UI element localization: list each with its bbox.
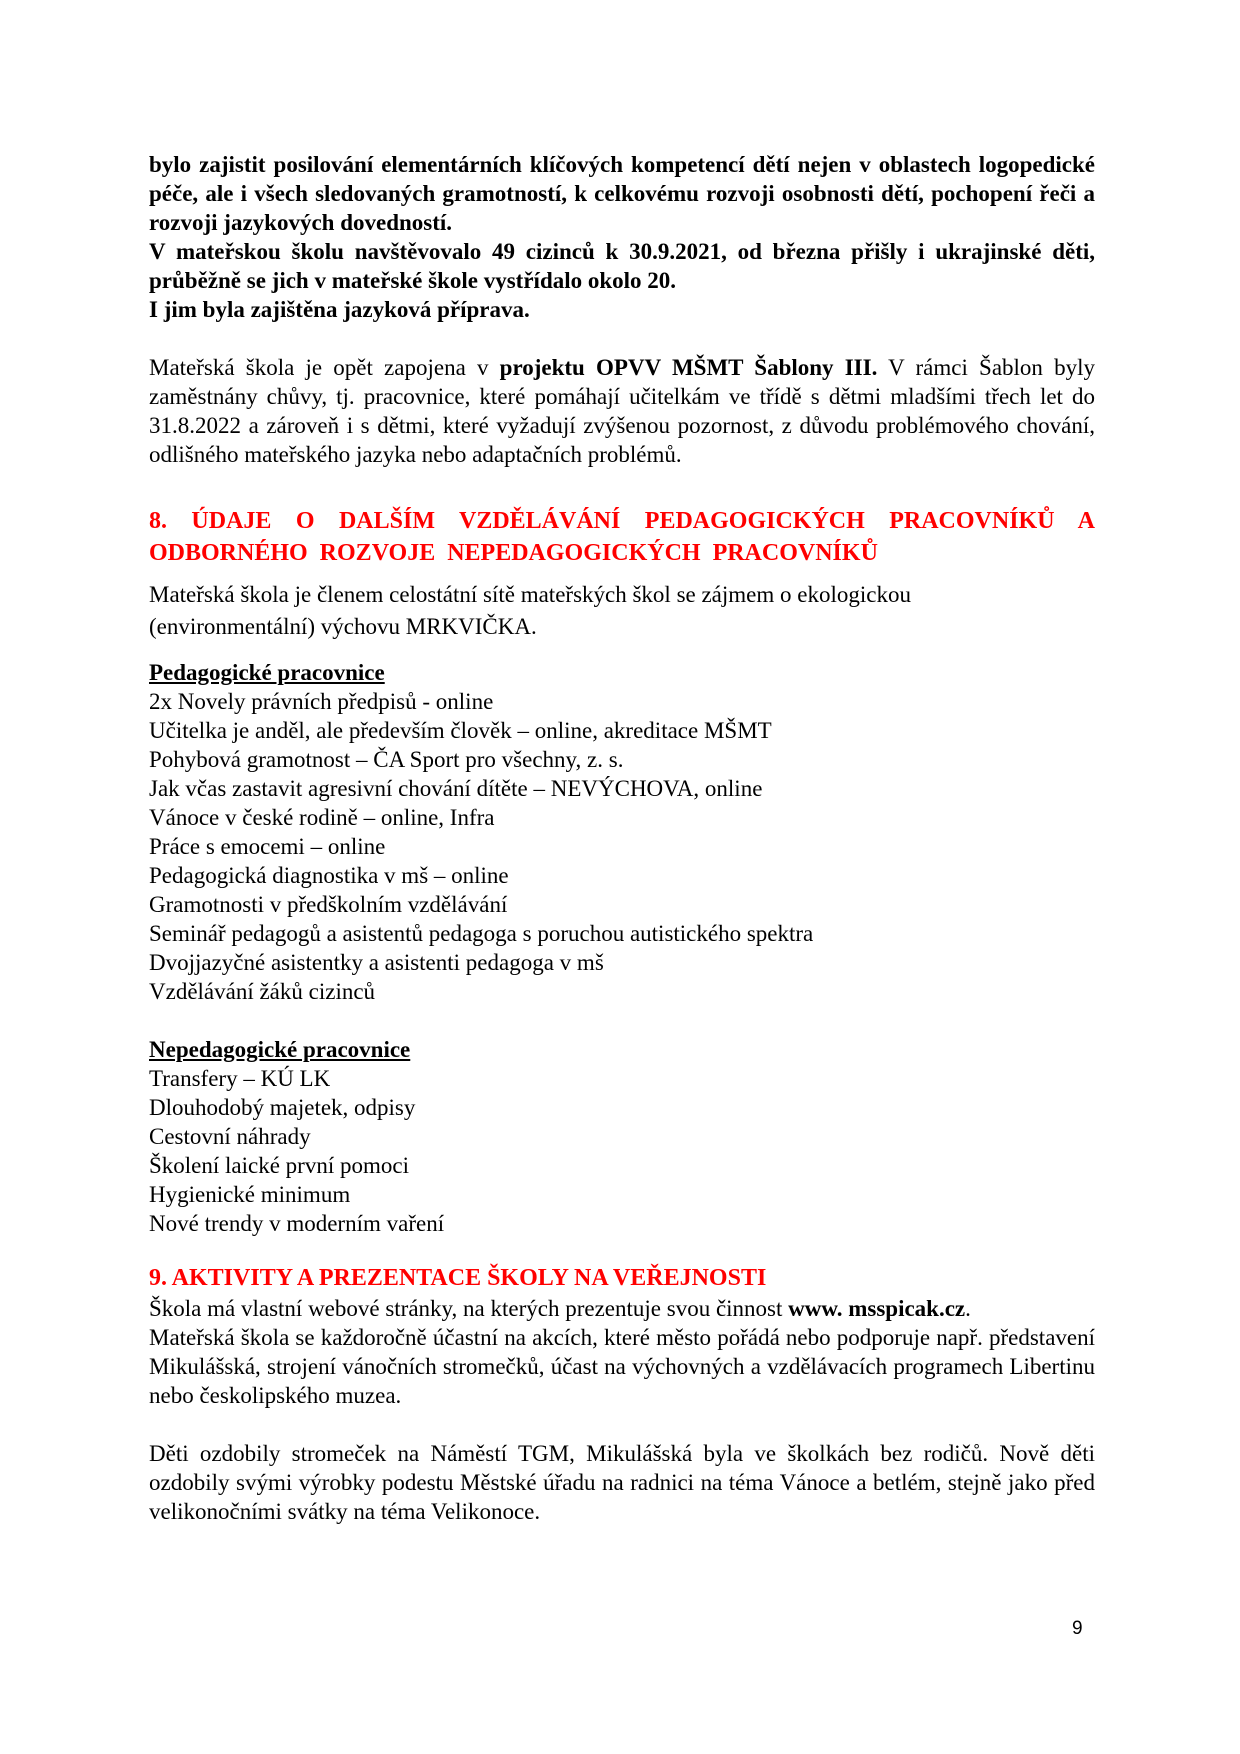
list-item: Jak včas zastavit agresivní chování dítěte – NEVÝCHOVA, online: [149, 776, 763, 801]
website-link[interactable]: www. msspicak.cz: [788, 1296, 966, 1321]
project-text-after: V rámci Šablon byly zaměstnány chůvy, tj. pracovnice, které pomáhají učitelkám ve třídě s dětmi mladšími třech let do 31.8.2022 a zároveň i s dětmi, které vyžadují zvýšenou pozornost, z důvodu problémového chování, odlišného mateřského jazyka nebo adaptačních problémů.: [149, 355, 1095, 467]
list-item: Vzdělávání žáků cizinců: [149, 979, 376, 1004]
non-pedagogical-staff-title: Nepedagogické pracovnice: [149, 1037, 411, 1062]
list-item: Pedagogická diagnostika v mš – online: [149, 863, 509, 888]
website-text: Škola má vlastní webové stránky, na kterých prezentuje svou činnost: [149, 1296, 789, 1321]
non-pedagogical-staff-block: [149, 1035, 1095, 1238]
list-item: Dvojjazyčné asistentky a asistenti pedagoga v mš: [149, 950, 604, 975]
pedagogical-staff-title: Pedagogické pracovnice: [149, 660, 385, 685]
pedagogical-staff-block: [149, 643, 1095, 1006]
intro-paragraph-competences: bylo zajistit posilování elementárních klíčových kompetencí dětí nejen v oblastech logopedické péče, ale i všech sledovaných gramotností, k celkovému rozvoji osobnosti dětí, pochopení řeči a rozvoji jazykových dovedností.: [149, 152, 1095, 235]
list-item: Gramotnosti v předškolním vzdělávání: [149, 892, 508, 917]
intro-paragraph-foreigners: V mateřskou školu navštěvovalo 49 cizinců k 30.9.2021, od března přišly i ukrajinské děti, průběžně se jich v mateřské škole vystřídalo okolo 20.: [149, 239, 1095, 293]
intro-paragraph-language-prep: I jim byla zajištěna jazyková příprava.: [149, 297, 530, 322]
list-item: Pohybová gramotnost – ČA Sport pro všechny, z. s.: [149, 747, 624, 772]
list-item: Vánoce v české rodině – online, Infra: [149, 805, 495, 830]
project-text-before: Mateřská škola je opět zapojena v: [149, 355, 500, 380]
section-8-heading: 8. ÚDAJE O DALŠÍM VZDĚLÁVÁNÍ PEDAGOGICKÝCH PRACOVNÍKŮ A ODBORNÉHO ROZVOJE NEPEDAGOGICKÝCH PRACOVNÍKŮ: [149, 508, 1095, 566]
list-item: Transfery – KÚ LK: [149, 1066, 331, 1091]
membership-line-2: (environmentální) výchovu MRKVIČKA.: [149, 614, 537, 639]
list-item: Hygienické minimum: [149, 1182, 351, 1207]
project-name: projektu OPVV MŠMT Šablony III.: [499, 355, 878, 380]
list-item: Školení laické první pomoci: [149, 1153, 409, 1178]
list-item: 2x Novely právních předpisů - online: [149, 689, 494, 714]
non-pedagogical-training-list: [149, 1064, 1095, 1238]
decorations-paragraph: Děti ozdobily stromeček na Náměstí TGM, Mikulášská byla ve školkách bez rodičů. Nově děti ozdobily svými výrobky podestu Městské úřadu na radnici na téma Vánoce a betlém, stejně jako před velikonočními svátky na téma Velikonoce.: [149, 1441, 1095, 1524]
list-item: Dlouhodobý majetek, odpisy: [149, 1095, 416, 1120]
website-text-end: .: [965, 1296, 971, 1321]
intro-bold-block: [149, 150, 1095, 324]
pedagogical-training-list: [149, 687, 1095, 1006]
list-item: Učitelka je anděl, ale především člověk – online, akreditace MŠMT: [149, 718, 772, 743]
website-paragraph: [149, 1294, 1095, 1323]
document-page: [149, 150, 1095, 1526]
list-item: Seminář pedagogů a asistentů pedagoga s poruchou autistického spektra: [149, 921, 814, 946]
list-item: Nové trendy v moderním vaření: [149, 1211, 445, 1236]
list-item: Práce s emocemi – online: [149, 834, 386, 859]
network-membership: [149, 579, 1095, 643]
section-9-heading: 9. AKTIVITY A PREZENTACE ŠKOLY NA VEŘEJNOSTI: [149, 1265, 767, 1291]
events-paragraph: Mateřská škola se každoročně účastní na akcích, které město pořádá nebo podporuje např. představení Mikulášská, strojení vánočních stromečků, účast na výchovných a vzdělávacích programech Libertinu nebo českolipského muzea.: [149, 1325, 1095, 1408]
membership-line-1: Mateřská škola je členem celostátní sítě mateřských škol se zájmem o ekologickou: [149, 582, 911, 607]
project-paragraph: [149, 353, 1095, 469]
page-number: 9: [1072, 1618, 1083, 1639]
list-item: Cestovní náhrady: [149, 1124, 311, 1149]
